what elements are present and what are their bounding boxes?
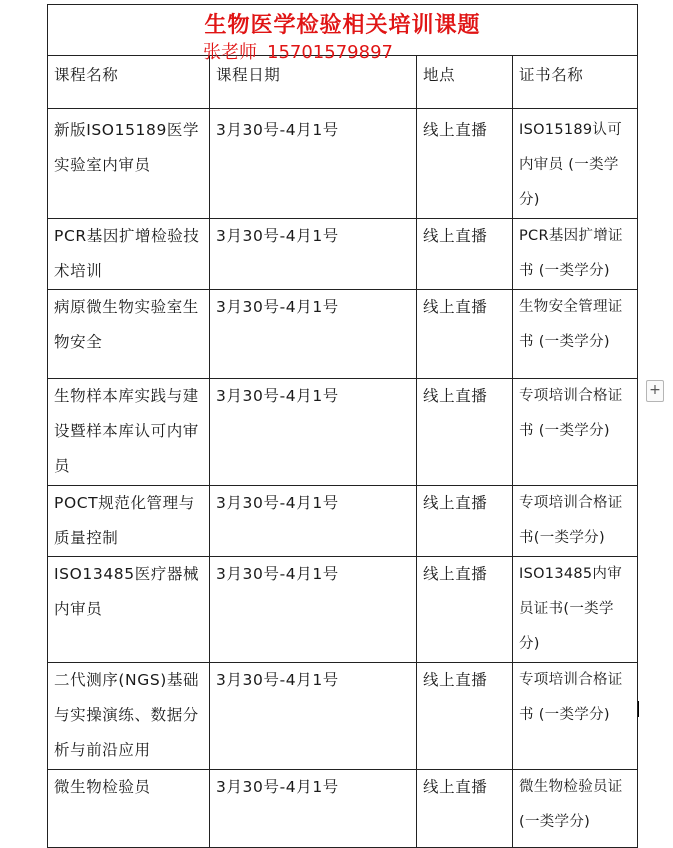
header-course: 课程名称	[48, 56, 210, 109]
add-row-button[interactable]: +	[646, 380, 664, 402]
document-page	[47, 4, 637, 848]
header-certificate: 证书名称	[513, 56, 638, 109]
course-cell: 二代测序(NGS)基础与实操演练、数据分析与前沿应用	[48, 663, 210, 770]
location-cell: 线上直播	[417, 290, 513, 379]
location-cell: 线上直播	[417, 109, 513, 219]
table-row	[48, 379, 638, 486]
date-cell: 3月30号-4月1号	[210, 219, 417, 290]
table-row	[48, 663, 638, 770]
location-cell: 线上直播	[417, 663, 513, 770]
certificate-cell: 专项培训合格证书 (一类学分)	[513, 379, 638, 486]
page-title: 生物医学检验相关培训课题	[204, 12, 481, 38]
table-row	[48, 486, 638, 557]
course-cell: 新版ISO15189医学实验室内审员	[48, 109, 210, 219]
course-cell: 微生物检验员	[48, 770, 210, 848]
date-cell: 3月30号-4月1号	[210, 770, 417, 848]
course-cell: ISO13485医疗器械内审员	[48, 557, 210, 663]
certificate-cell: 专项培训合格证书 (一类学分)	[513, 663, 638, 770]
certificate-cell: ISO15189认可内审员 (一类学分)	[513, 109, 638, 219]
certificate-cell: PCR基因扩增证书 (一类学分)	[513, 219, 638, 290]
contact-line	[203, 38, 403, 64]
certificate-cell: 微生物检验员证 (一类学分)	[513, 770, 638, 848]
table-row	[48, 290, 638, 379]
course-cell: 病原微生物实验室生物安全	[48, 290, 210, 379]
date-cell: 3月30号-4月1号	[210, 109, 417, 219]
text-cursor	[638, 701, 639, 717]
date-cell: 3月30号-4月1号	[210, 557, 417, 663]
location-cell: 线上直播	[417, 557, 513, 663]
contact-name: 张老师	[203, 42, 257, 63]
table-row	[48, 109, 638, 219]
table-row	[48, 219, 638, 290]
training-table	[47, 4, 638, 848]
location-cell: 线上直播	[417, 219, 513, 290]
table-row	[48, 557, 638, 663]
title-cell	[48, 5, 638, 63]
date-cell: 3月30号-4月1号	[210, 290, 417, 379]
course-cell: PCR基因扩增检验技术培训	[48, 219, 210, 290]
certificate-cell: ISO13485内审员证书(一类学分)	[513, 557, 638, 663]
location-cell: 线上直播	[417, 770, 513, 848]
header-date: 课程日期	[210, 56, 417, 109]
date-cell: 3月30号-4月1号	[210, 486, 417, 557]
table-row	[48, 770, 638, 848]
date-cell: 3月30号-4月1号	[210, 663, 417, 770]
course-cell: 生物样本库实践与建设暨样本库认可内审员	[48, 379, 210, 486]
certificate-cell: 生物安全管理证书 (一类学分)	[513, 290, 638, 379]
contact-phone: 15701579897	[267, 42, 393, 63]
location-cell: 线上直播	[417, 486, 513, 557]
header-location: 地点	[417, 56, 513, 109]
date-cell: 3月30号-4月1号	[210, 379, 417, 486]
certificate-cell: 专项培训合格证书(一类学分)	[513, 486, 638, 557]
location-cell: 线上直播	[417, 379, 513, 486]
course-cell: POCT规范化管理与质量控制	[48, 486, 210, 557]
